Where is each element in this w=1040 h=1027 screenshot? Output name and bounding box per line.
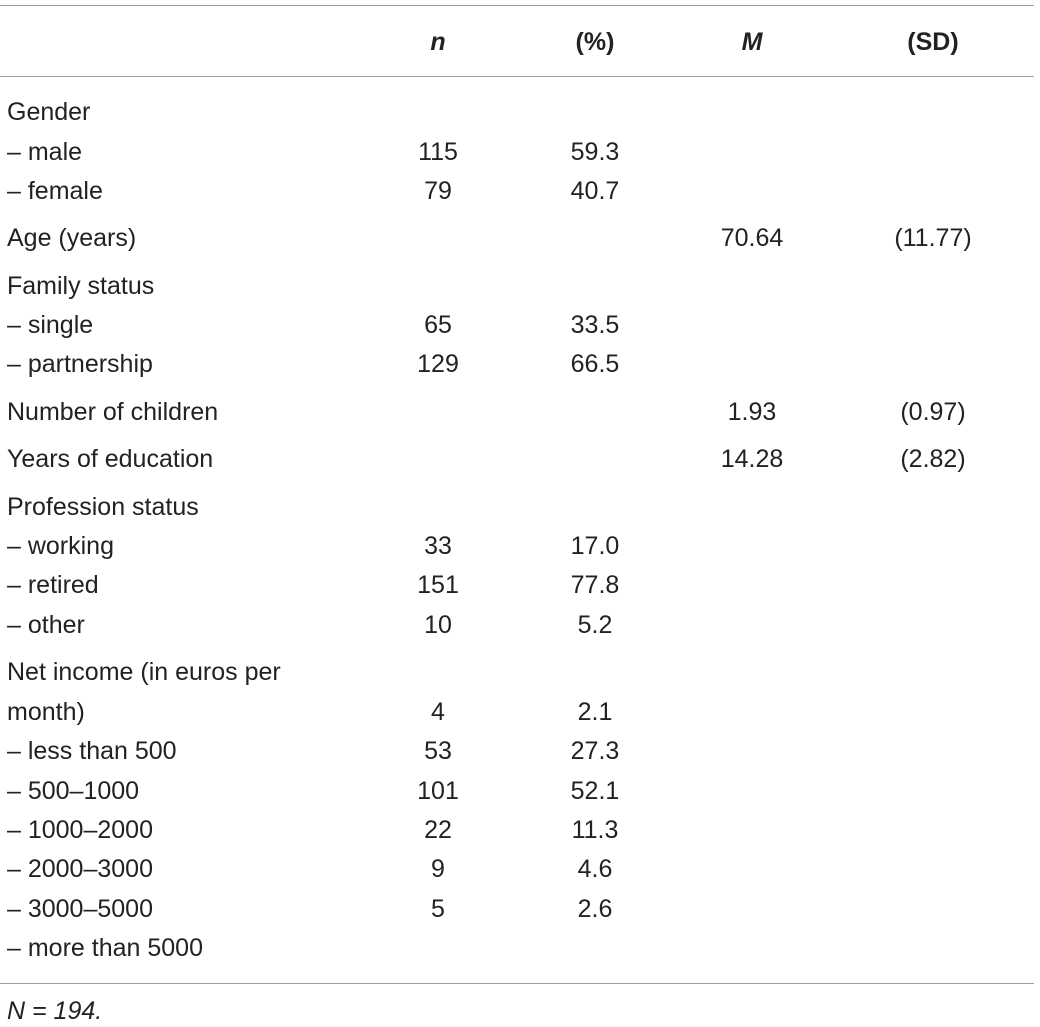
cell-percent: 33.5 [570,311,620,339]
cell-n: 115 [418,138,458,166]
cell-n: 22 [424,816,452,844]
cell-percent: 52.1 [570,777,620,805]
cell-sd: (11.77) [894,224,972,252]
table-bottom-rule [0,983,1034,984]
cell-mean: 14.28 [720,445,784,473]
cell-mean: 70.64 [720,224,784,252]
cell-n: 9 [431,855,445,883]
header-sd: (SD) [907,28,959,56]
cell-percent: 27.3 [570,737,620,765]
cell-percent: 66.5 [570,350,620,378]
header-n: n [430,28,446,56]
row-label: – 1000–2000 [7,816,153,844]
header-mean: M [741,28,763,56]
row-label: – male [7,138,83,166]
row-label: – less than 500 [7,737,177,765]
cell-n: 5 [431,895,445,923]
cell-percent: 2.6 [577,895,613,923]
row-label: Gender [7,98,91,126]
row-label: – single [7,311,94,339]
table-footnote: N = 194. [7,997,103,1025]
cell-sd: (0.97) [900,398,966,426]
row-label: Net income (in euros per [7,658,281,686]
cell-n: 151 [417,571,459,599]
cell-n: 79 [424,177,452,205]
cell-percent: 77.8 [570,571,620,599]
cell-percent: 11.3 [571,816,619,844]
row-label: – 500–1000 [7,777,140,805]
cell-n: 101 [417,777,459,805]
cell-n: 53 [424,737,452,765]
cell-percent: 17.0 [570,532,620,560]
row-label: – 3000–5000 [7,895,153,923]
cell-percent: 5.2 [577,611,613,639]
row-label: month) [7,698,85,726]
row-label: – other [7,611,85,639]
row-label: – 2000–3000 [7,855,153,883]
cell-n: 10 [424,611,452,639]
cell-n: 129 [417,350,459,378]
row-label: Number of children [7,398,219,426]
cell-sd: (2.82) [900,445,966,473]
row-label: – working [7,532,114,560]
header-percent: (%) [575,28,615,56]
row-label: Profession status [7,493,199,521]
cell-n: 33 [424,532,452,560]
header-rule [0,76,1034,77]
row-label: Years of education [7,445,214,473]
row-label: – female [7,177,103,205]
cell-percent: 4.6 [577,855,613,883]
cell-mean: 1.93 [727,398,777,426]
cell-percent: 59.3 [570,138,620,166]
row-label: Age (years) [7,224,137,252]
row-label: Family status [7,272,155,300]
cell-percent: 2.1 [577,698,613,726]
cell-n: 4 [431,698,445,726]
row-label: – more than 5000 [7,934,203,962]
row-label: – retired [7,571,99,599]
cell-percent: 40.7 [570,177,620,205]
table-top-rule [0,5,1034,6]
row-label: – partnership [7,350,153,378]
cell-n: 65 [424,311,452,339]
